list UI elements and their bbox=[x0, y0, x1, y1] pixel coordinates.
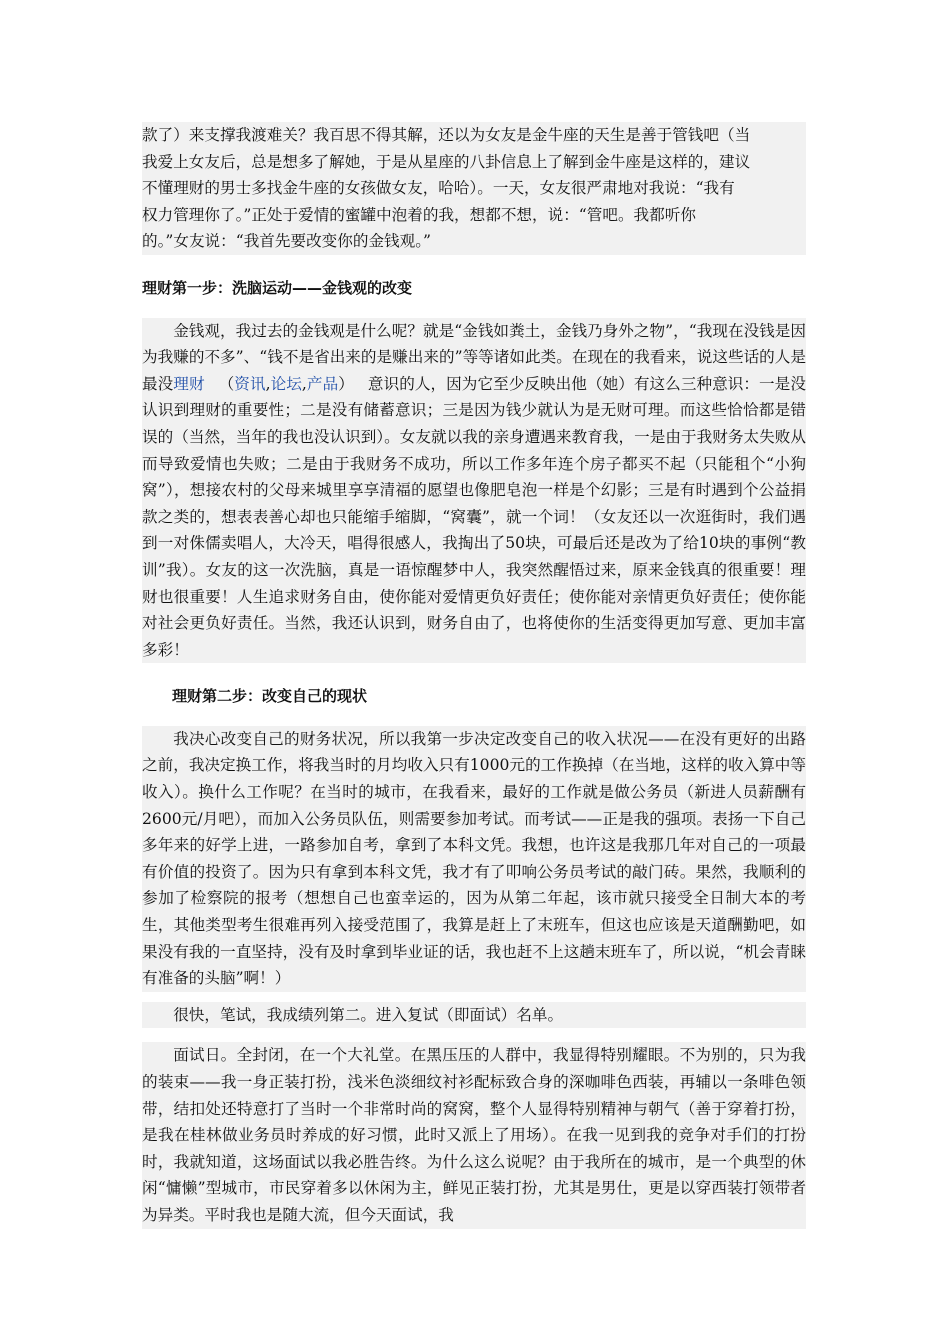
link-licai[interactable]: 理财 bbox=[173, 374, 205, 393]
section2-heading: 理财第二步：改变自己的现状 bbox=[172, 687, 368, 706]
section1-paragraph bbox=[142, 318, 806, 664]
paren-open: （ bbox=[218, 374, 235, 393]
comma: , bbox=[301, 374, 307, 393]
link-chanpin[interactable]: 产品 bbox=[306, 374, 339, 393]
comma: , bbox=[265, 374, 271, 393]
intro-block bbox=[142, 122, 806, 255]
section1-text-start: 金钱观，我过去的金钱观是什么呢？就是“金钱如粪土，金钱乃身外之物”，“我现在没钱是因为我赚的不多”、“钱不是省出来的是赚出来的”等等诸如此类。在现在的我看来，说这些话的人是最没 bbox=[142, 321, 806, 393]
intro-line: 不懂理财的男士多找金牛座的女孩做女友，哈哈）。一天，女友很严肃地对我说：“我有 bbox=[142, 179, 735, 198]
intro-line: 款了）来支撑我渡难关？我百思不得其解，还以为女友是金牛座的天生是善于管钱吧（当 bbox=[142, 126, 751, 144]
section2-paragraph-1: 我决心改变自己的财务状况，所以我第一步决定改变自己的收入状况——在没有更好的出路之前，我决定换工作，将我当时的月均收入只有1000元的工作换掉（在当地，这样的收入算中等收入）。换什么工作呢？在当时的城市，在我看来，最好的工作就是做公务员（新进人员薪酬有2600元/月吧），而加入公务员队伍，则需要参加考试。而考试——正是我的强项。表扬一下自己多年来的好学上进，一路参加自考，拿到了本科文凭。我想，也许这是我那几年对自己的一项最有价值的投资了。因为只有拿到本科文凭，我才有了叩响公务员考试的敲门砖。果然，我顺利的参加了检察院的报考（想想自己也蛮幸运的，因为从第二年起，该市就只接受全日制大本的考生，其他类型考生很难再列入接受范围了，我算是赶上了末班车，但这也应该是天道酬勤吧，如果没有我的一直坚持，没有及时拿到毕业证的话，我也赶不上这趟末班车了，所以说，“机会青睐有准备的头脑”啊！） bbox=[142, 726, 806, 992]
section1-heading: 理财第一步：洗脑运动——金钱观的改变 bbox=[142, 278, 413, 297]
article-body bbox=[142, 122, 806, 1229]
intro-line: 权力管理你了。”正处于爱情的蜜罐中泡着的我，想都不想，说：“管吧。我都听你 bbox=[142, 205, 696, 224]
link-luntan[interactable]: 论坛 bbox=[270, 374, 302, 393]
intro-line: 我爱上女友后，总是想多了解她，于是从星座的八卦信息上了解到金牛座是这样的，建议 bbox=[142, 152, 751, 171]
intro-line: 的。”女友说：“我首先要改变你的金钱观。” bbox=[142, 232, 432, 251]
section1-text-rest: 意识的人，因为它至少反映出他（她）有这么三种意识：一是没认识到理财的重要性；二是没有储蓄意识；三是因为钱少就认为是无财可理。而这些恰恰都是错误的（当然，当年的我也没认识到）。女友就以我的亲身遭遇来教育我，一是由于我财务太失败从而导致爱情也失败；二是由于我财务不成功，所以工作多年连个房子都买不起（只能租个“小狗窝”），想接农村的父母来城里享享清福的愿望也像肥皂泡一样是个幻影；三是有时遇到个公益捐款之类的，想表表善心却也只能缩手缩脚，“窝囊”，就一个词！（女友还以一次逛街时，我们遇到一对侏儒卖唱人，大冷天，唱得很感人，我掏出了50块，可最后还是改为了给10块的事例“教训”我）。女友的这一次洗脑，真是一语惊醒梦中人，我突然醒悟过来，原来金钱真的很重要！理财也很重要！人生追求财务自由，使你能对爱情更负好责任；使你能对亲情更负好责任；使你能对社会更负好责任。当然，我还认识到，财务自由了，也将使你的生活变得更加写意、更加丰富多彩！ bbox=[142, 374, 806, 659]
paren-close: ） bbox=[338, 374, 354, 393]
link-zixun[interactable]: 资讯 bbox=[234, 374, 266, 393]
section2-paragraph-3: 面试日。全封闭，在一个大礼堂。在黑压压的人群中，我显得特别耀眼。不为别的，只为我的装束——我一身正装打扮，浅米色淡细纹衬衫配标致合身的深咖啡色西装，再辅以一条啡色领带，结扣处还特意打了当时一个非常时尚的窝窝，整个人显得特别精神与朝气（善于穿着打扮，是我在桂林做业务员时养成的好习惯，此时又派上了用场）。在我一见到我的竞争对手们的打扮时，我就知道，这场面试以我必胜告终。为什么这么说呢？由于我所在的城市，是一个典型的休闲“慵懒”型城市，市民穿着多以休闲为主，鲜见正装打扮，尤其是男仕，更是以穿西装打领带者为异类。平时我也是随大流，但今天面试，我 bbox=[142, 1042, 806, 1228]
section2-paragraph-2: 很快，笔试，我成绩列第二。进入复试（即面试）名单。 bbox=[142, 1002, 806, 1029]
